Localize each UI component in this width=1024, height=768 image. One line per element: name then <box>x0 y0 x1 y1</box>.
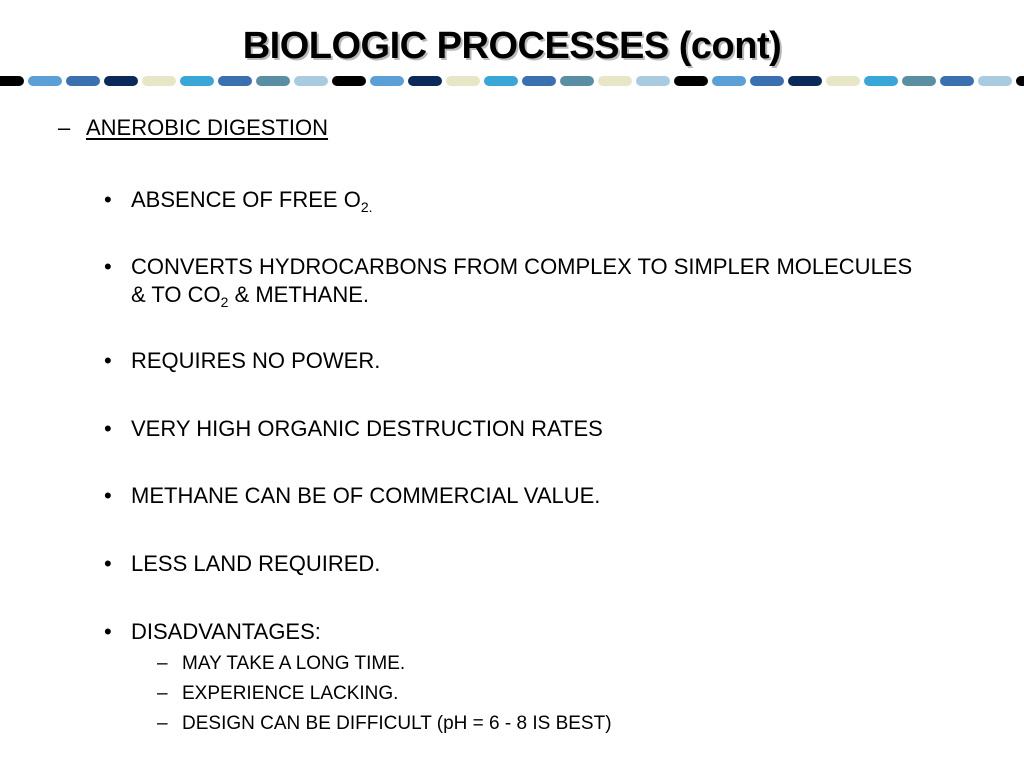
sub-bullet-experience-lacking: EXPERIENCE LACKING. <box>182 683 399 704</box>
bullet-marker: • <box>104 619 112 644</box>
bullet-disadvantages: DISADVANTAGES: <box>131 619 321 644</box>
bullet-marker: • <box>104 483 112 508</box>
subscript: 2 <box>220 294 229 310</box>
slide-title: BIOLOGIC PROCESSES (cont) <box>242 25 782 67</box>
bullet-marker: • <box>104 254 112 279</box>
bullet-text: & METHANE. <box>228 282 370 307</box>
sub-bullet-dash: – <box>157 713 168 734</box>
bullet-methane-commercial-value: METHANE CAN BE OF COMMERCIAL VALUE. <box>131 483 601 508</box>
bullet-marker: • <box>104 348 112 373</box>
sub-bullet-dash: – <box>157 683 168 704</box>
sub-bullet-dash: – <box>157 653 168 674</box>
subscript: 2. <box>360 199 373 215</box>
sub-bullet-long-time: MAY TAKE A LONG TIME. <box>182 653 406 674</box>
bullet-text: & TO CO <box>131 282 221 307</box>
heading-dash: – <box>58 115 71 140</box>
bullet-marker: • <box>104 416 112 441</box>
bullet-text: ABSENCE OF FREE O <box>131 187 361 212</box>
section-heading: ANEROBIC DIGESTION <box>86 115 329 140</box>
bullet-converts-hydrocarbons-line1: CONVERTS HYDROCARBONS FROM COMPLEX TO SIMPLER MOLECULES <box>131 254 913 279</box>
bullet-marker: • <box>104 187 112 212</box>
bullet-destruction-rates: VERY HIGH ORGANIC DESTRUCTION RATES <box>131 416 603 441</box>
bullet-requires-no-power: REQUIRES NO POWER. <box>131 348 381 373</box>
sub-bullet-design-difficult: DESIGN CAN BE DIFFICULT (pH = 6 - 8 IS BEST) <box>182 713 612 734</box>
bullet-absence-of-free-o2 <box>131 187 373 213</box>
bullet-marker: • <box>104 551 112 576</box>
bullet-converts-hydrocarbons-line2 <box>131 282 369 308</box>
bullet-less-land-required: LESS LAND REQUIRED. <box>131 551 381 576</box>
